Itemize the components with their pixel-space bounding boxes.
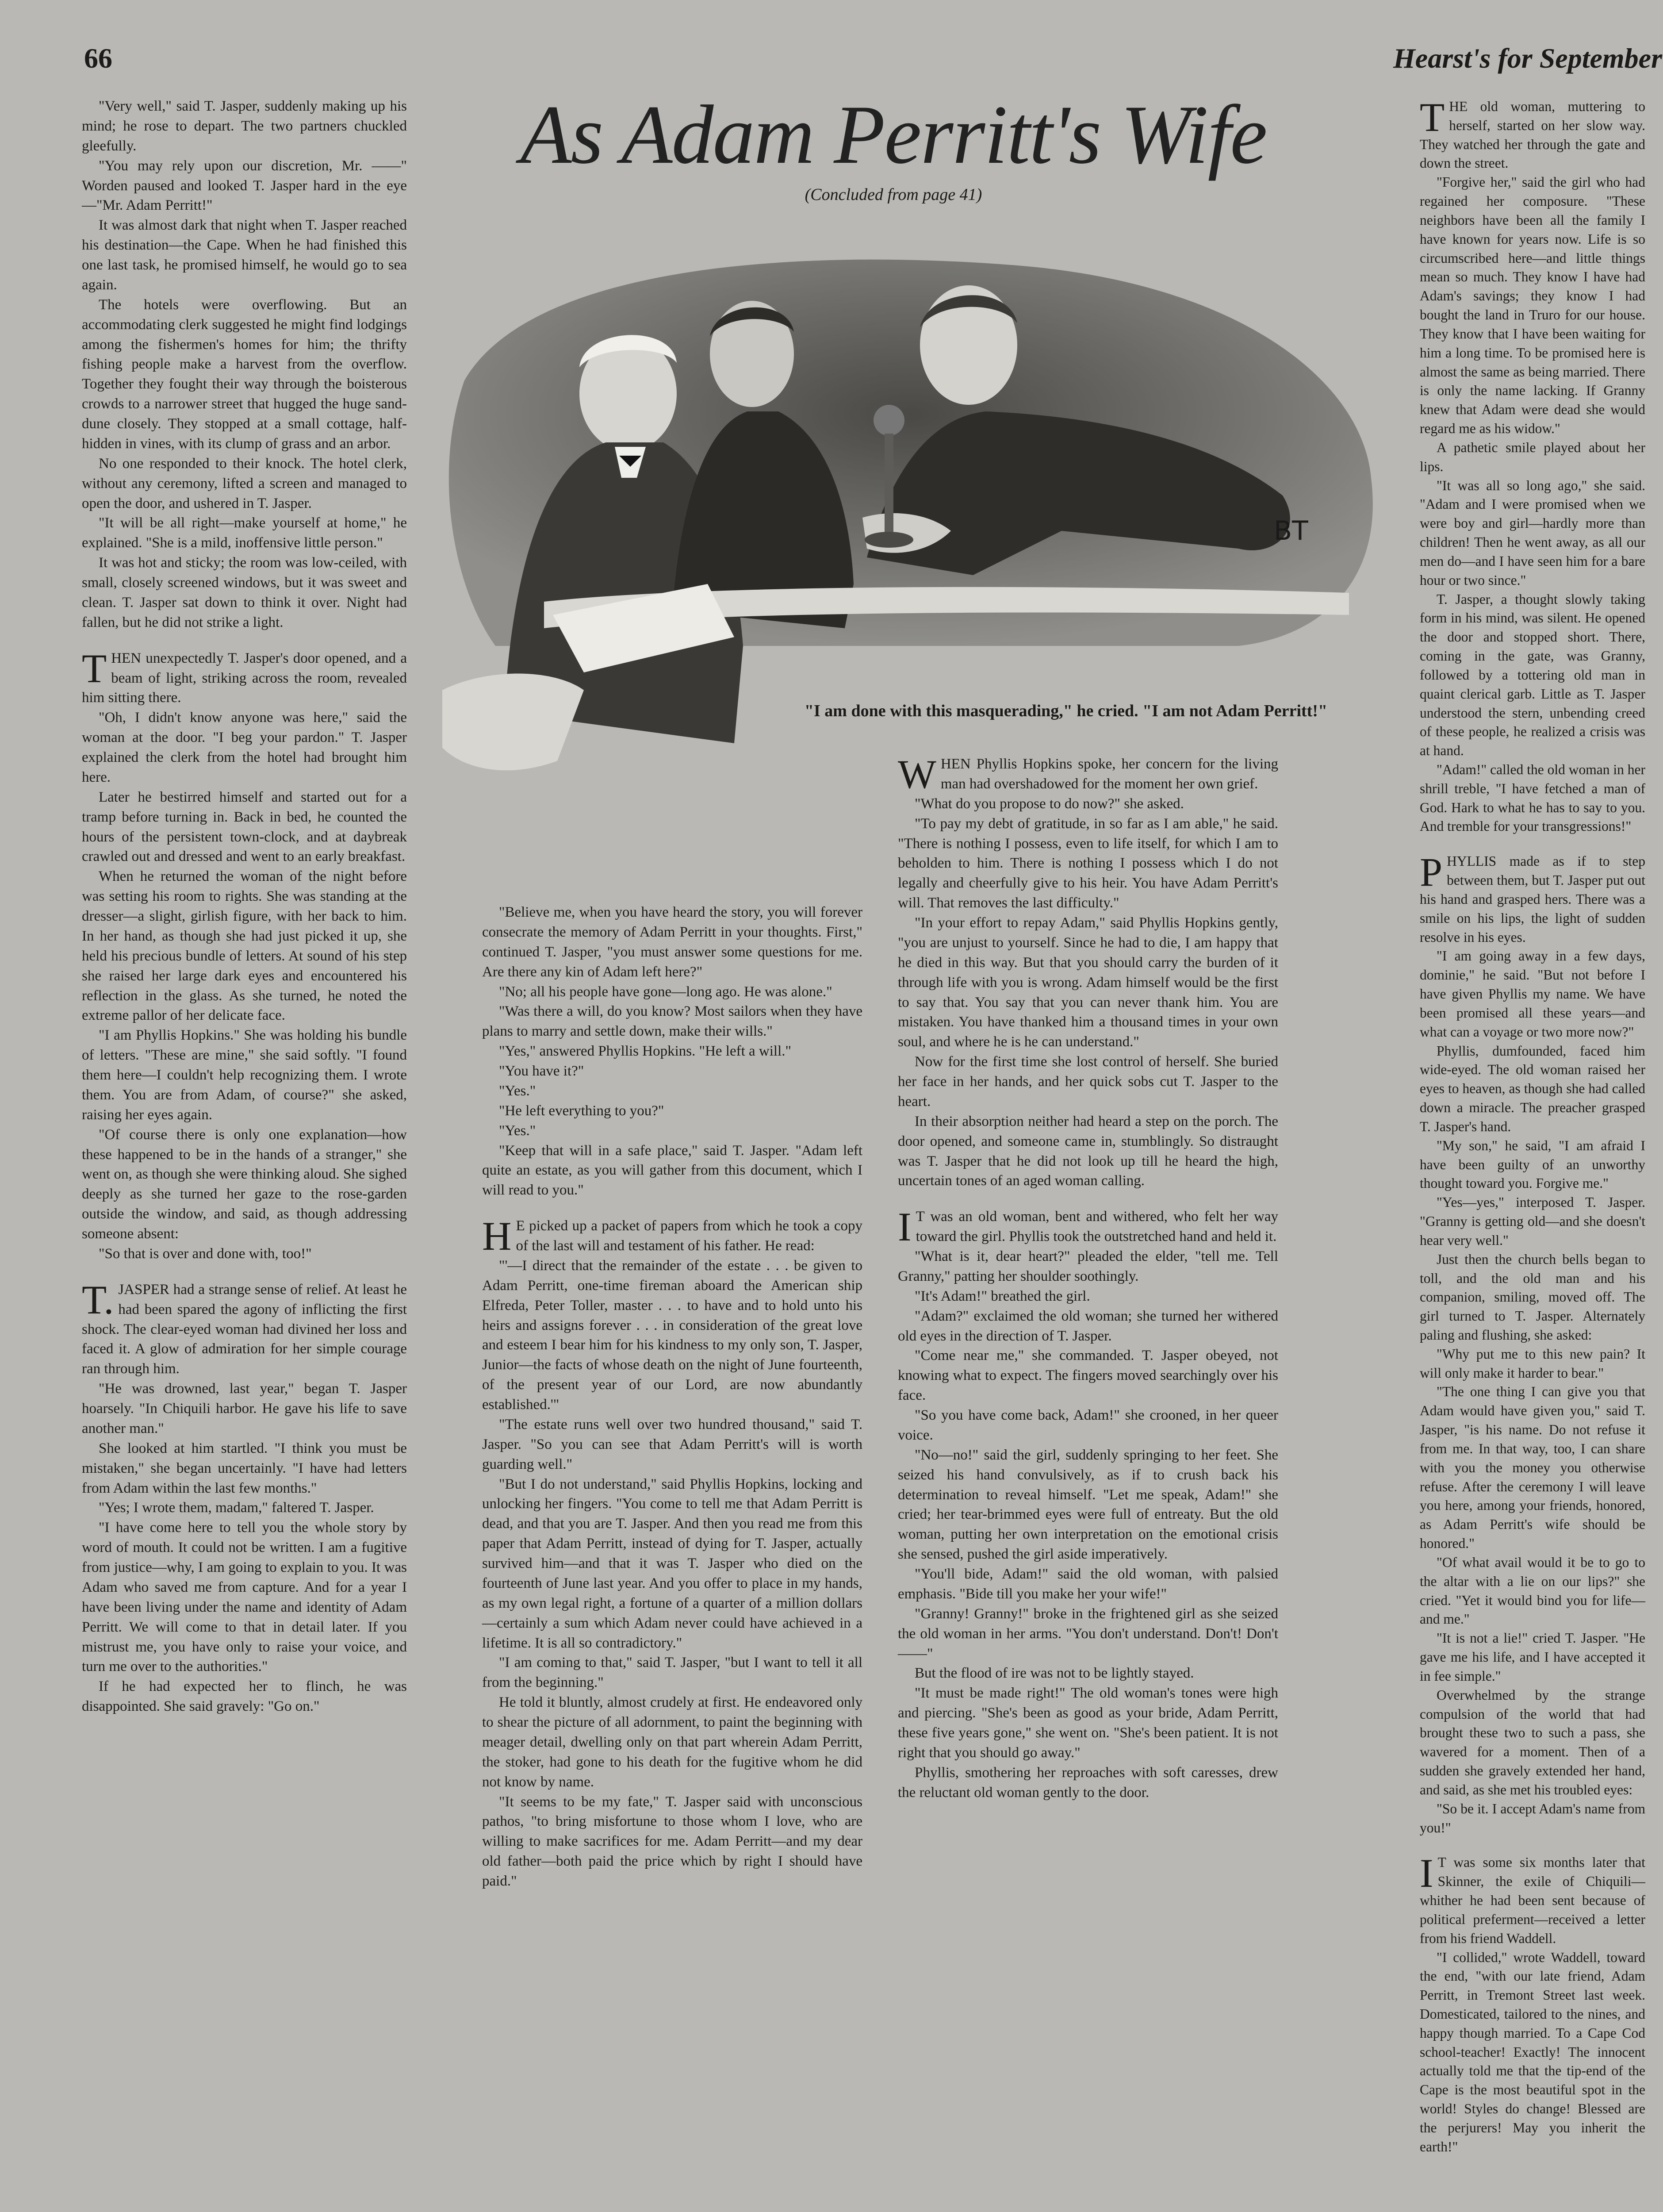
paragraph: It was almost dark that night when T. Jasper reached his destination—the Cape. When he had finished this one last task, he promised himself, he would go to sea again. — [82, 217, 407, 293]
section-start-paragraph: WHEN Phyllis Hopkins spoke, her concern for the living man had overshadowed for the moment her own grief. — [898, 752, 1278, 797]
section-start-paragraph: THE old woman, muttering to herself, started on her slow way. They watched her through the gate and down the street. — [1420, 95, 1645, 171]
paragraph: Overwhelmed by the strange compulsion of the world that had brought these two to such a pass, she wavered for a moment. Then of a sudden she gravely extended her hand, and said, as she met his troubled eyes: — [1420, 1687, 1645, 1797]
paragraph: "It will be all right—make yourself at home," he explained. "She is a mild, inoffensive little person." — [82, 515, 407, 551]
paragraph: "Of course there is only one explanation—how these happened to be in the hands of a stranger," she went on, as though she were thinking aloud. She sighed deeply as she turned her gaze to the rose-garden outside the window, and said, as though addressing someone absent: — [82, 1126, 407, 1242]
paragraph: "He was drowned, last year," began T. Jasper hoarsely. "In Chiquili harbor. He gave his life to save another man." — [82, 1381, 407, 1436]
paragraph: "I am coming to that," said T. Jasper, "but I want to tell it all from the beginning." — [482, 1655, 862, 1691]
paragraph: "I have come here to tell you the whole story by word of mouth. It could not be written. I am a fugitive from justice—why, I am going to explain to you. It was Adam who saved me from capture. And for a year I have been living under the name and identity of Adam Perritt. We will come to that in detail later. If you mistrust me, you have only to raise your voice, and turn me over to the authorities." — [82, 1520, 407, 1675]
paragraph: "Come near me," she commanded. T. Jasper obeyed, not knowing what to expect. The fingers moved searchingly over his face. — [898, 1348, 1278, 1404]
paragraph: "In your effort to repay Adam," said Phyllis Hopkins gently, "you are unjust to yourself. Since he had to die, I am happy that he died in this way. But that you should carry the burden of it through life with you is wrong. Adam himself would be the first to say that. You say that you can never thank him. You are mistaken. You have thanked him a thousand times in your own soul, and where he is he can understand." — [898, 915, 1278, 1050]
paragraph: In their absorption neither had heard a step on the porch. The door opened, and someone came in, stumblingly. So distraught was T. Jasper that he did not look up till he heard the high, uncertain tones of an aged woman calling. — [898, 1113, 1278, 1189]
paragraph: "Why put me to this new pain? It will only make it harder to bear." — [1420, 1346, 1645, 1381]
column-3 — [898, 754, 1278, 2197]
paragraph: "So be it. I accept Adam's name from you!" — [1420, 1801, 1645, 1836]
papers-2 — [442, 674, 584, 771]
paragraph: "Yes." — [499, 1083, 536, 1099]
paragraph: "It's Adam!" breathed the girl. — [915, 1288, 1090, 1304]
paragraph: "Granny! Granny!" broke in the frightened girl as she seized the old woman in her arms. "You don't understand. Don't! Don't——" — [898, 1605, 1278, 1662]
illustration-caption: "I am done with this masquerading," he cried. "I am not Adam Perritt!" — [804, 702, 1328, 720]
paragraph: "No—no!" said the girl, suddenly springing to her feet. She seized his hand convulsively, as if to crush back his determination to reveal himself. "Let me speak, Adam!" she cried; her tear-brimmed eyes were full of entreaty. But the old woman, putting her own interpretation on the emotional crisis she sensed, pushed the girl aside imperatively. — [898, 1447, 1278, 1563]
paragraph: Phyllis, smothering her reproaches with soft caresses, drew the reluctant old woman gently to the door. — [898, 1764, 1278, 1801]
article-title: As Adam Perritt's Wife — [520, 88, 1267, 181]
column-1 — [82, 96, 407, 2187]
paragraph: "My son," he said, "I am afraid I have been guilty of an unworthy thought toward you. Forgive me." — [1420, 1137, 1645, 1191]
paragraph: It was hot and sticky; the room was low-ceiled, with small, closely screened windows, but it was sweet and clean. T. Jasper sat down to think it over. Night had fallen, but he did not strike a light. — [82, 555, 407, 630]
paragraph: "Yes—yes," interposed T. Jasper. "Granny is getting old—and she doesn't hear very well." — [1420, 1194, 1645, 1248]
paragraph: "It must be made right!" The old woman's tones were high and piercing. "She's been as good as your bride, Adam Perritt, these five years gone," she went on. "She's been patient. It is not right that you should go away." — [898, 1685, 1278, 1761]
paragraph: T. Jasper, a thought slowly taking form in his mind, was silent. He opened the door and stopped short. There, coming in the gate, was Granny, followed by a tottering old man in quaint clerical garb. Little as T. Jasper understood the stern, unbending creed of these people, he realized a crisis was at hand. — [1420, 591, 1645, 759]
column-4 — [1420, 97, 1645, 2194]
paragraph: "'—I direct that the remainder of the estate . . . be given to Adam Perritt, one-time fireman aboard the American ship Elfreda, Peter Toller, master . . . to have and to hold unto his heirs and assigns forever . . . in consideration of the great love and esteem I bear him for his kindness to my only son, T. Jasper, Junior—the facts of whose death on the night of June fourteenth, of the present year of our Lord, are now abundantly established.'" — [482, 1257, 862, 1413]
section-start-paragraph: HE picked up a packet of papers from which he took a copy of the last will and testament of his father. He read: — [482, 1214, 862, 1259]
paragraph: If he had expected her to flinch, he was disappointed. She said gravely: "Go on." — [82, 1678, 407, 1715]
section-start-paragraph: T.JASPER had a strange sense of relief. At least he had been spared the agony of inflicting the first shock. The clear-eyed woman had divined her loss and faced it. A glow of admiration for her simple courage ran through him. — [82, 1277, 407, 1377]
running-head: Hearst's for September — [1393, 42, 1662, 74]
section-start-paragraph: THEN unexpectedly T. Jasper's door opened, and a beam of light, striking across the room, revealed him sitting there. — [82, 645, 407, 706]
paragraph: Just then the church bells began to toll, and the old man and his companion, smiling, moved off. The girl turned to T. Jasper. Alternately paling and flushing, she asked: — [1420, 1251, 1645, 1343]
paragraph: "I am Phyllis Hopkins." She was holding his bundle of letters. "These are mine," she said softly. "I found them here—I couldn't help recognizing them. I wrote them. You are from Adam, of course?" she asked, raising her eyes again. — [82, 1027, 407, 1123]
paragraph: "But I do not understand," said Phyllis Hopkins, locking and unlocking her fingers. "You come to tell me that Adam Perritt is dead, and that you are T. Jasper. And then you read me from this paper that Adam Perritt, instead of dying for T. Jasper, actually survived him—and that it was T. Jasper who died on the fourteenth of June last year. And you offer to place in my hands, as my own legal right, a fortune of a quarter of a million dollars—certainly a sum which Adam never could have achieved in a lifetime. It is all so contradictory." — [482, 1476, 862, 1651]
paragraph: "So that is over and done with, too!" — [99, 1245, 312, 1262]
page-number: 66 — [84, 42, 112, 74]
paragraph: "You'll bide, Adam!" said the old woman, with palsied emphasis. "Bide till you make her your wife!" — [898, 1566, 1278, 1602]
paragraph: Phyllis, dumfounded, faced him wide-eyed. The old woman raised her eyes to heaven, as though she had called down a miracle. The preacher grasped T. Jasper's hand. — [1420, 1043, 1645, 1134]
paragraph: The hotels were overflowing. But an accommodating clerk suggested he might find lodgings among the fishermen's homes for him; the thrifty fishing people make a harvest from the overflow. Together they fought their way through the boisterous crowds to a narrower street that hugged the huge sand-dune closely. They stopped at a small cottage, half-hidden in vines, with its clump of grass and an arbor. — [82, 296, 407, 452]
article-subtitle: (Concluded from page 41) — [805, 185, 982, 204]
paragraph: But the flood of ire was not to be lightly stayed. — [915, 1665, 1194, 1682]
paragraph: "Forgive her," said the girl who had regained her composure. "These neighbors have been all the family I have known for years now. Life is so circumscribed here—and little things mean so much. They know I have had Adam's savings; they know I had bought the land in Truro for our house. They know that I have been waiting for him a long time. To be promised here is almost the same as being married. There is only the name lacking. If Granny knew that Adam were dead she would regard me as his widow." — [1420, 174, 1645, 437]
paragraph: "To pay my debt of gratitude, in so far as I am able," he said. "There is nothing I possess, even to life itself, for which I am to beholden to him. There is nothing I possess which I do not legally and cheerfully give to his heir. You have Adam Perritt's will. That removes the last difficulty." — [898, 815, 1278, 911]
paragraph: Now for the first time she lost control of herself. She buried her face in her hands, and her quick sobs cut T. Jasper to the heart. — [898, 1054, 1278, 1110]
paragraph: "What is it, dear heart?" pleaded the elder, "tell me. Tell Granny," patting her shoulder soothingly. — [898, 1248, 1278, 1284]
paragraph: "No; all his people have gone—long ago. He was alone." — [499, 983, 832, 1000]
paragraph: "The one thing I can give you that Adam would have given you," said T. Jasper, "is his name. Do not refuse it from me. In that way, too, I can share with you the money you otherwise refuse. After the ceremony I will leave you here, among your friends, honored, as Adam Perritt's wife should be honored." — [1420, 1384, 1645, 1551]
paragraph: "It was all so long ago," she said. "Adam and I were promised when we were boy and girl—hardly more than children! Then he went away, as all our men do—and I have seen him for a bare hour or two since." — [1420, 477, 1645, 588]
paragraph: "It is not a lie!" cried T. Jasper. "He gave me his life, and I have accepted it in fee simple." — [1420, 1630, 1645, 1684]
paragraph: "Very well," said T. Jasper, suddenly making up his mind; he rose to depart. The two partners chuckled gleefully. — [82, 98, 407, 154]
paragraph: She looked at him startled. "I think you must be mistaken," she began uncertainly. "I have had letters from Adam within the last few months." — [82, 1440, 407, 1496]
paragraph: "You may rely upon our discretion, Mr. ——" Worden paused and looked T. Jasper hard in the eye—"Mr. Adam Perritt!" — [82, 157, 407, 214]
paragraph: "I collided," wrote Waddell, toward the end, "with our late friend, Adam Perritt, in Tremont Street last week. Domesticated, tailored to the nines, and happy though married. To a Cape Cod school-teacher! Exactly! The innocent actually told me that the tip-end of the Cape is the most beautiful spot in the world! Styles do change! Blessed are the perjurers! May you inherit the earth!" — [1420, 1949, 1645, 2154]
paragraph: "You have it?" — [499, 1063, 584, 1079]
paragraph: "It seems to be my fate," T. Jasper said with unconscious pathos, "to bring misfortune to those whom I love, who are willing to make sacrifices for me. Adam Perritt—and my dear old father—both paid the price which by right I should have paid." — [482, 1793, 862, 1889]
section-start-paragraph: IT was an old woman, bent and withered, who felt her way toward the girl. Phyllis took the outstretched hand and held it. — [898, 1204, 1278, 1250]
illustration-signature: BT — [1274, 515, 1308, 546]
section-start-paragraph: IT was some six months later that Skinner, the exile of Chiquili—whither he had been sent because of political preferment—received a letter from his friend Waddell. — [1420, 1851, 1645, 1946]
paragraph: "Of what avail would it be to go to the altar with a lie on our lips?" she cried. "Yet it would bind you for life—and me." — [1420, 1554, 1645, 1627]
paragraph: Later he bestirred himself and started out for a tramp before turning in. Back in bed, he counted the hours of the persistent town-clock, and at daybreak crawled out and dressed and went to an early breakfast. — [82, 789, 407, 865]
column-2 — [482, 902, 862, 2194]
paragraph: "What do you propose to do now?" she asked. — [915, 795, 1184, 812]
paragraph: No one responded to their knock. The hotel clerk, without any ceremony, lifted a screen and managed to open the door, and ushered in T. Jasper. — [82, 455, 407, 511]
paragraph: "Oh, I didn't know anyone was here," said the woman at the door. "I beg your pardon." T. Jasper explained the clerk from the hotel had brought him here. — [82, 710, 407, 785]
paragraph: "Was there a will, do you know? Most sailors when they have plans to marry and settle down, make their wills." — [482, 1003, 862, 1040]
paragraph: "Yes." — [499, 1122, 536, 1139]
paragraph: A pathetic smile played about her lips. — [1420, 439, 1645, 474]
paragraph: "He left everything to you?" — [499, 1102, 664, 1119]
paragraph: "The estate runs well over two hundred thousand," said T. Jasper. "So you can see that Adam Perritt's will is worth guarding well." — [482, 1416, 862, 1472]
paragraph: When he returned the woman of the night before was setting his room to rights. She was standing at the dresser—a slight, girlish figure, with her back to him. In her hand, as though she had just picked it up, she held his precious bundle of letters. At sound of his step she raised her large dark eyes and encountered his reflection in the glass. As she turned, he noted the extreme pallor of her delicate face. — [82, 868, 407, 1024]
paragraph: "I am going away in a few days, dominie," he said. "But not before I have given Phyllis my name. We have been promised all these years—and what can a voyage or two more now?" — [1420, 948, 1645, 1040]
paragraph: "Adam?" exclaimed the old woman; she turned her withered old eyes in the direction of T. Jasper. — [898, 1308, 1278, 1344]
paragraph: "Yes," answered Phyllis Hopkins. "He left a will." — [499, 1043, 791, 1060]
paragraph: He told it bluntly, almost crudely at first. He endeavored only to shear the picture of all adornment, to paint the beginning with meager detail, dwelling only on that part wherein Adam Perritt, the stoker, had gone to his death for the fugitive whom he did not know by name. — [482, 1694, 862, 1790]
paragraph: "Believe me, when you have heard the story, you will forever consecrate the memory of Adam Perritt in your thoughts. First," continued T. Jasper, "you must answer some questions for me. Are there any kin of Adam left here?" — [482, 904, 862, 980]
paragraph: "Keep that will in a safe place," said T. Jasper. "Adam left quite an estate, as you will gather from this document, which I will read to you." — [482, 1142, 862, 1198]
paragraph: "So you have come back, Adam!" she crooned, in her queer voice. — [898, 1407, 1278, 1443]
section-start-paragraph: PHYLLIS made as if to step between them, but T. Jasper put out his hand and grasped hers. There was a smile on his lips, the light of sudden resolve in his eyes. — [1420, 849, 1645, 945]
paragraph: "Yes; I wrote them, madam," faltered T. Jasper. — [99, 1500, 374, 1516]
paragraph: "Adam!" called the old woman in her shrill treble, "I have fetched a man of God. Hark to what he has to say to you. And tremble for your transgressions!" — [1420, 761, 1645, 834]
